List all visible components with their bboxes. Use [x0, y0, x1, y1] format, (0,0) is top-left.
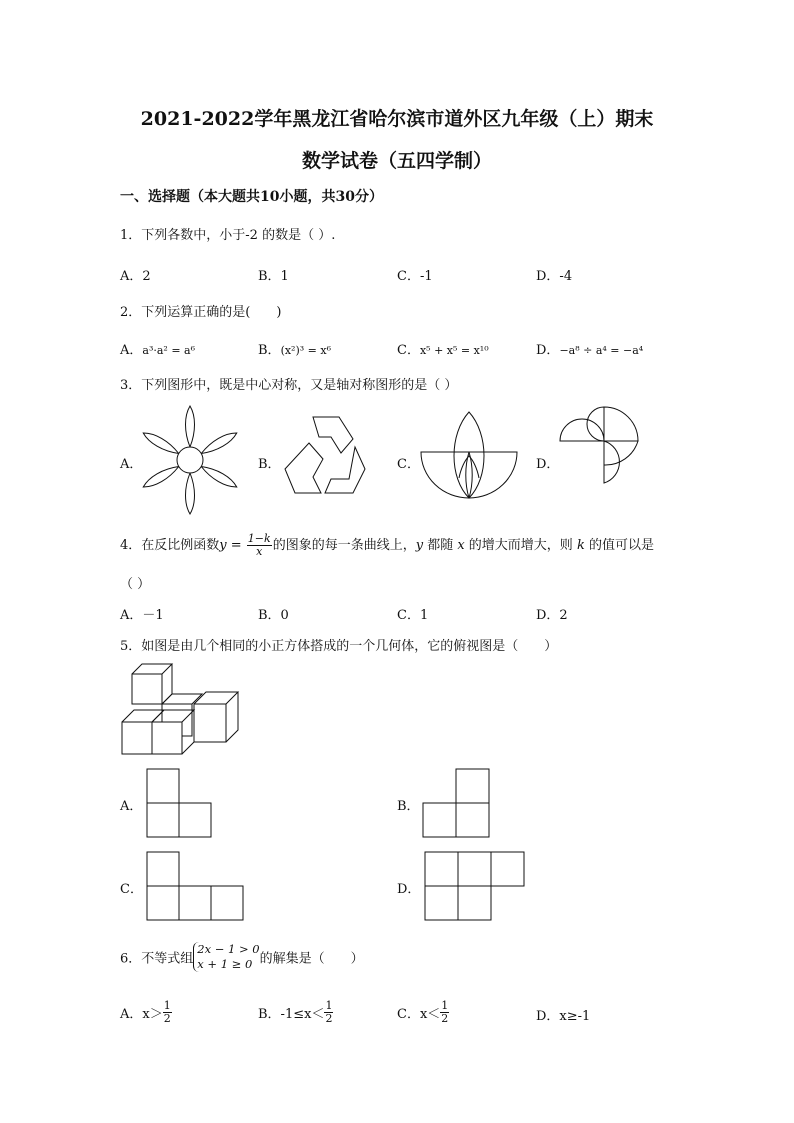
q4-text-2: 都随: [423, 538, 458, 553]
q4-text-3: 的增大而增大，则: [464, 538, 577, 553]
question-1-option-b: B．1: [258, 269, 289, 284]
top-view-option-b: [422, 768, 490, 838]
question-2-option-b: [258, 339, 331, 358]
question-2-option-d: [536, 339, 643, 358]
question-1-stem: 1．下列各数中，小于-2 的数是（ ）.: [120, 228, 336, 243]
fraction-numerator: 1: [441, 999, 449, 1012]
lotus-figure: [419, 412, 519, 500]
q6-option-a-text: A．x＞: [120, 1007, 163, 1022]
cube-stack-figure: [120, 662, 244, 758]
question-5-option-b-label: B．: [397, 799, 420, 814]
page-title-line1: 2021-2022学年黑龙江省哈尔滨市道外区九年级（上）期末: [140, 108, 654, 130]
page-title-line2: 数学试卷（五四学制）: [301, 150, 492, 172]
question-4-stem: [120, 533, 654, 558]
question-3-option-b-label: B．: [258, 457, 281, 472]
q6-option-c-text: C．x＜: [397, 1007, 441, 1022]
q4-fraction-denominator: x: [256, 545, 263, 558]
question-5-stem: 5．如图是由几个相同的小正方体搭成的一个几何体，它的俯视图是（ ）: [120, 639, 558, 654]
top-view-option-c: [146, 851, 244, 921]
question-3-option-a-label: A．: [120, 457, 143, 472]
option-label: B．: [258, 343, 281, 358]
question-6-stem: [120, 942, 364, 972]
q6-suffix: 的解集是（ ）: [259, 951, 364, 967]
question-4-option-c: C．1: [397, 608, 429, 623]
q4-fraction: [247, 533, 272, 558]
question-4-paren: （ ）: [120, 577, 151, 592]
q6-option-c-fraction: [440, 1000, 449, 1025]
question-3-option-d-label: D．: [536, 457, 560, 472]
q6-option-b-fraction: [324, 1000, 333, 1025]
question-4-option-d: D．2: [536, 608, 568, 623]
question-2-option-a: [120, 339, 195, 358]
option-label: D．: [536, 343, 560, 358]
question-5-option-c-label: C．: [120, 882, 143, 897]
top-view-option-d: [424, 851, 526, 921]
q4-text-1: 的图象的每一条曲线上，: [272, 538, 416, 553]
question-6-option-c: [397, 1000, 449, 1025]
pinwheel-figure: [558, 405, 648, 485]
question-5-option-d-label: D．: [397, 882, 421, 897]
question-4-option-a: A．－1: [120, 608, 164, 623]
q4-prefix: 4．在反比例函数: [120, 538, 220, 553]
flower-figure: [140, 404, 240, 516]
question-6-option-b: [258, 1000, 333, 1025]
question-1-option-d: D．-4: [536, 269, 573, 284]
q4-func-lhs: y =: [219, 538, 242, 553]
q6-inequality-system: [193, 942, 259, 972]
q4-var-x: x: [457, 538, 465, 553]
question-3-stem: 3．下列图形中，既是中心对称，又是轴对称图形的是（ ）: [120, 378, 458, 393]
question-1-option-c: C．-1: [397, 269, 433, 284]
question-5-option-a-label: A．: [120, 799, 143, 814]
question-2-option-c: [397, 339, 489, 358]
question-6-option-a: [120, 1000, 172, 1025]
top-view-option-a: [146, 768, 212, 838]
option-expression: x⁵ + x⁵ = x¹⁰: [419, 344, 489, 357]
fraction-denominator: 2: [441, 1012, 449, 1025]
q6-inequality-2: x + 1 ≥ 0: [197, 957, 253, 971]
fraction-denominator: 2: [163, 1012, 171, 1025]
q4-var-y: y: [415, 538, 424, 553]
q4-text-4: 的值可以是: [584, 538, 654, 553]
option-expression: −a⁸ ÷ a⁴ = −a⁴: [559, 344, 644, 357]
option-expression: (x²)³ = x⁶: [280, 344, 331, 357]
q4-fraction-numerator: 1−k: [247, 532, 271, 545]
question-1-option-a: A．2: [120, 269, 151, 284]
section-heading: 一、选择题（本大题共10小题，共30分）: [120, 189, 383, 205]
fraction-numerator: 1: [325, 999, 333, 1012]
question-4-option-b: B．0: [258, 608, 289, 623]
option-label: A．: [120, 343, 143, 358]
question-6-option-d: D．x≥-1: [536, 1009, 591, 1024]
q4-var-k: k: [576, 538, 585, 553]
q6-inequality-1: 2x − 1 > 0: [197, 942, 260, 956]
triskelion-figure: [283, 413, 367, 497]
q6-option-a-fraction: [163, 1000, 172, 1025]
question-3-option-c-label: C．: [397, 457, 420, 472]
fraction-numerator: 1: [163, 999, 171, 1012]
question-2-stem: 2．下列运算正确的是( ): [120, 305, 282, 320]
option-label: C．: [397, 343, 420, 358]
fraction-denominator: 2: [325, 1012, 333, 1025]
q6-option-b-text: B．-1≤x＜: [258, 1007, 325, 1022]
option-expression: a³·a² = a⁶: [142, 344, 196, 357]
q6-prefix: 6．不等式组: [120, 951, 194, 967]
